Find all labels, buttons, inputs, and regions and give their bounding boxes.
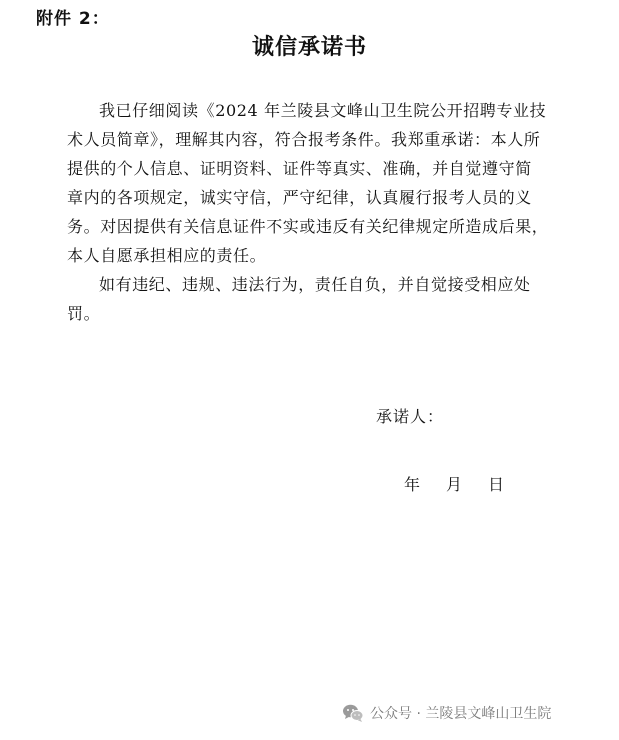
wechat-icon [342, 703, 364, 723]
date-line [404, 472, 504, 495]
body-line: 提供的个人信息、证明资料、证件等真实、准确，并自觉遵守简 [67, 159, 532, 178]
body-line: 章内的各项规定，诚实守信，严守纪律，认真履行报考人员的义 [67, 188, 532, 207]
footer-text: 公众号 · 兰陵县文峰山卫生院 [370, 706, 552, 722]
footer-watermark [342, 703, 551, 723]
body-line: 如有违纪、违规、违法行为，责任自负，并自觉接受相应处 [99, 275, 531, 294]
date-year: 年 [404, 475, 421, 494]
body-line: 术人员简章》，理解其内容，符合报考条件。我郑重承诺：本人所 [67, 130, 541, 149]
date-day: 日 [488, 475, 505, 494]
body-line: 我已仔细阅读《2024 年兰陵县文峰山卫生院公开招聘专业技 [99, 101, 547, 120]
document-title: 诚信承诺书 [251, 35, 367, 60]
document-body [67, 96, 577, 328]
date-month: 月 [446, 475, 463, 494]
body-line: 本人自愿承担相应的责任。 [67, 246, 267, 265]
body-line: 罚。 [67, 304, 101, 323]
signer-label: 承诺人： [376, 407, 445, 426]
body-line: 务。对因提供有关信息证件不实或违反有关纪律规定所造成后果， [67, 217, 549, 236]
attachment-label: 附件 2： [36, 9, 110, 29]
